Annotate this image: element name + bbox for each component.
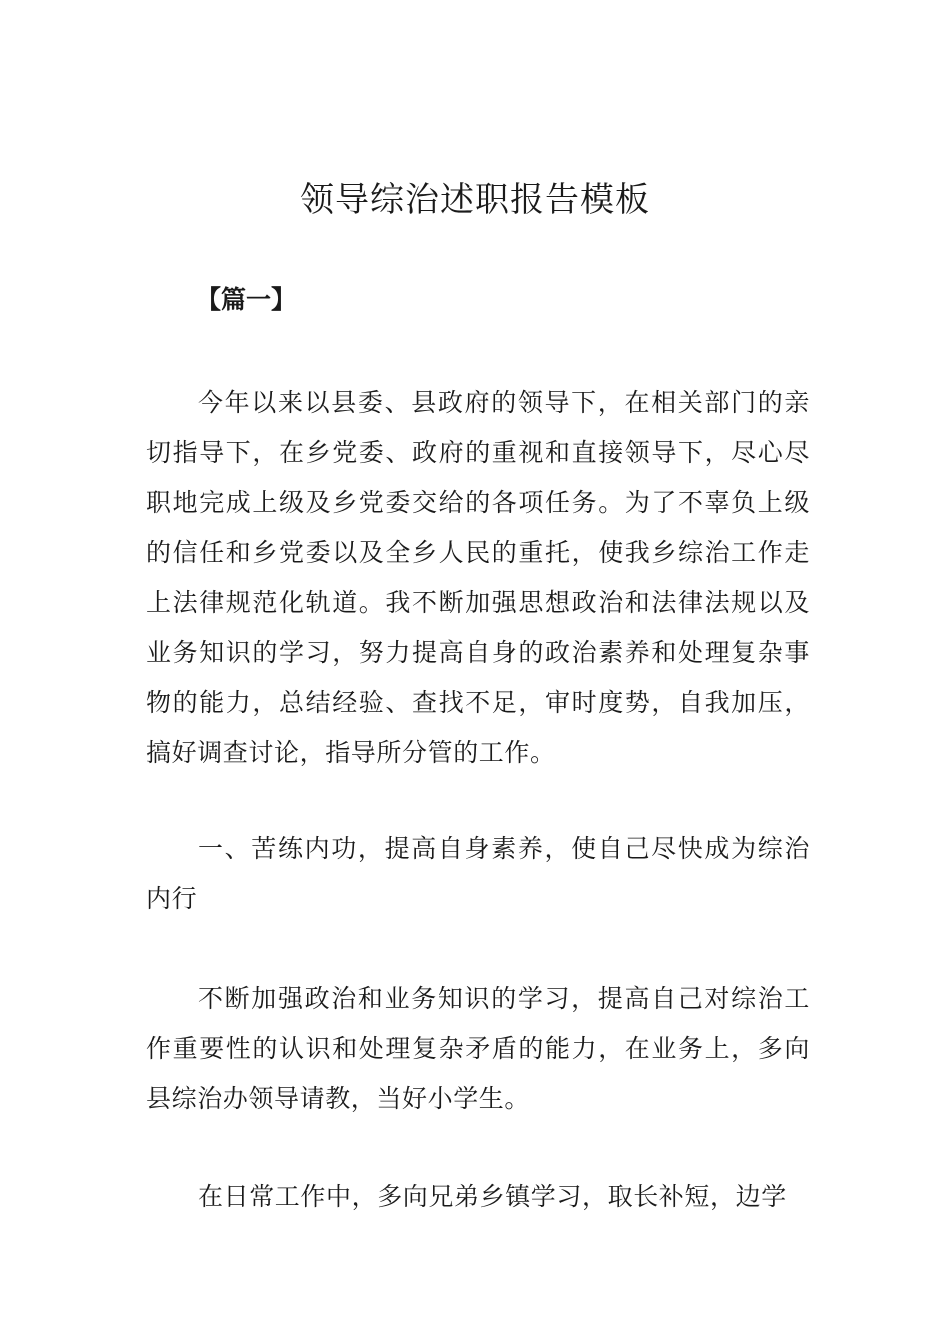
paragraph-heading-one: 一、苦练内功，提高自身素养，使自己尽快成为综治内行 <box>146 834 810 913</box>
section-label: 【篇一】 <box>196 285 297 314</box>
document-title: 领导综治述职报告模板 <box>300 180 650 220</box>
paragraph-intro: 今年以来以县委、县政府的领导下，在相关部门的亲切指导下，在乡党委、政府的重视和直接领导下，尽心尽职地完成上级及乡党委交给的各项任务。为了不辜负上级的信任和乡党委以及全乡人民的重托，使我乡综治工作走上法律规范化轨道。我不断加强思想政治和法律法规以及业务知识的学习，努力提高自身的政治素养和处理复杂事物的能力，总结经验、查找不足，审时度势，自我加压，搞好调查讨论，指导所分管的工作。 <box>146 388 810 767</box>
paragraph-study: 不断加强政治和业务知识的学习，提高自己对综治工作重要性的认识和处理复杂矛盾的能力，在业务上，多向县综治办领导请教，当好小学生。 <box>146 984 810 1113</box>
paragraph-daily-work: 在日常工作中，多向兄弟乡镇学习，取长补短，边学 <box>198 1182 787 1211</box>
